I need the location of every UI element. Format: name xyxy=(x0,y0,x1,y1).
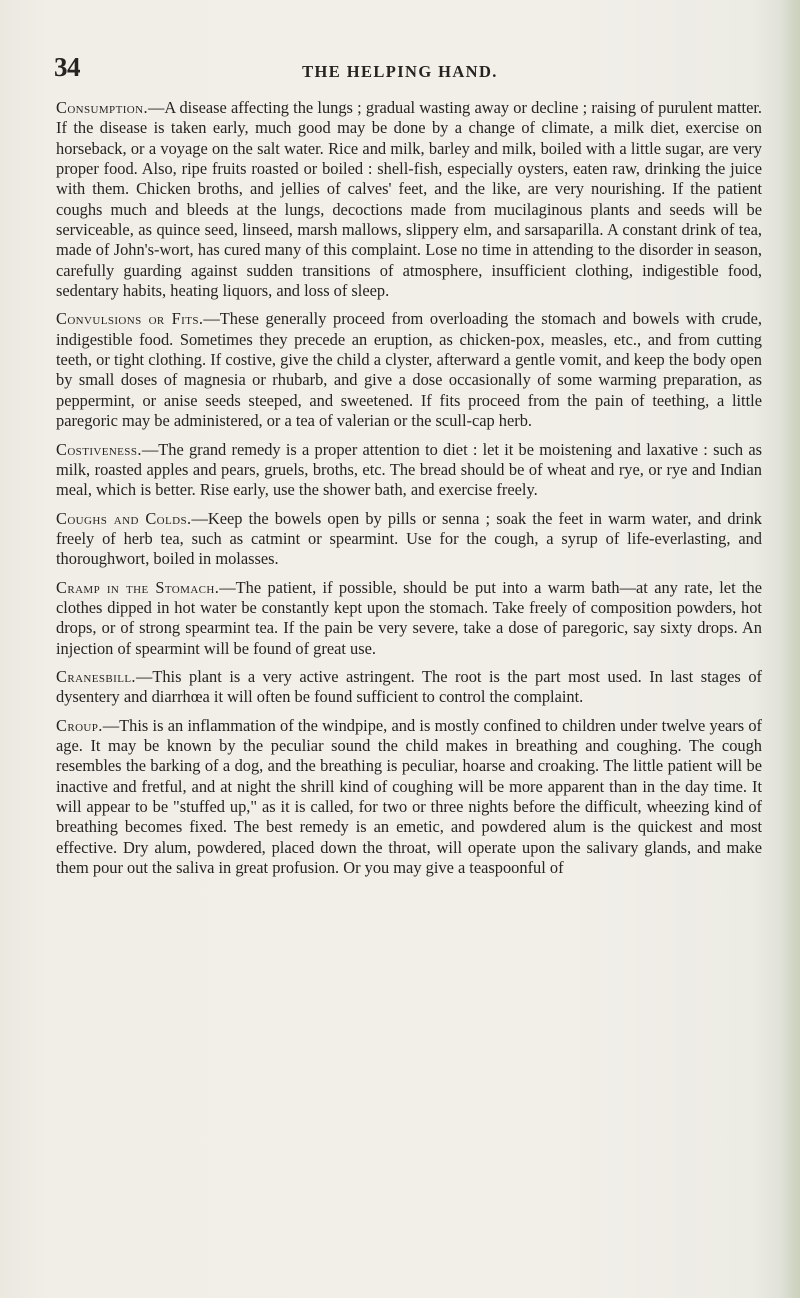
entry-body: —This plant is a very active astringent. The root is the part most used. In last stages of dysentery and diarrhœa it will often be found sufficient to control the complaint. xyxy=(56,666,762,707)
entry-heading: Convulsions or Fits. xyxy=(56,309,204,329)
entry-heading: Coughs and Colds. xyxy=(56,508,192,528)
entry-body: —A disease affecting the lungs ; gradual wasting away or decline ; raising of purulent matter. If the disease is taken early, much good may be done by a change of climate, a milk diet, exercise on horseback, or a voyage on the salt water. Rice and milk, barley and milk, boiled with a little sugar, are very proper food. Also, ripe fruits roasted or boiled : shell-fish, especially oysters, eaten raw, drinking the juice with them. Chicken broths, and jellies of calves' feet, and the like, are very nourishing. If the patient coughs much and bleeds at the lungs, decoctions made from mucilaginous plants and seeds will be serviceable, as quince seed, linseed, marsh mallows, slippery elm, and sarsaparilla. A constant drink of tea, made of John's-wort, has cured many of this complaint. Lose no time in attending to the disorder in season, carefully guarding against sudden transitions of atmosphere, insufficient clothing, indigestible food, sedentary habits, heating liquors, and loss of sleep. xyxy=(56,98,762,301)
entry-heading: Consumption. xyxy=(56,98,148,117)
entry-cramp-stomach xyxy=(56,578,762,659)
entry-coughs-colds xyxy=(56,509,762,570)
entry-body: —The grand remedy is a proper attention to diet : let it be moistening and laxative : such as milk, roasted apples and pears, gruels, broths, etc. The bread should be of wheat and rye, or rye and Indian meal, which is better. Rise early, use the shower bath, and exercise freely. xyxy=(56,439,762,500)
entry-croup xyxy=(56,716,762,879)
body-text xyxy=(56,98,762,886)
entry-heading: Costiveness. xyxy=(56,439,142,459)
entry-body: —These generally proceed from overloading the stomach and bowels with crude, indigestible food. Sometimes they precede an eruption, as chicken-pox, measles, etc., and from cutting teeth, or tight clothing. If costive, give the child a clyster, afterward a gentle vomit, and keep the body open by small doses of magnesia or rhubarb, and give a dose occasionally of some warming preparation, as peppermint, or anise seeds steeped, and sweetened. If fits proceed from the pain of teething, a little paregoric may be administered, or a tea of valerian or the scull-cap herb. xyxy=(56,309,762,431)
entry-consumption xyxy=(56,98,762,301)
entry-heading: Cramp in the Stomach. xyxy=(56,577,220,597)
entry-convulsions xyxy=(56,309,762,431)
page-edge-shadow xyxy=(780,0,800,1298)
entry-cranesbill xyxy=(56,667,762,708)
entry-costiveness xyxy=(56,440,762,501)
page-number: 34 xyxy=(54,52,80,82)
entry-heading: Croup. xyxy=(56,715,103,735)
entry-body: —The patient, if possible, should be put into a warm bath—at any rate, let the clothes dipped in hot water be constantly kept upon the stomach. Take freely of composition powders, hot drops, or of strong spearmint tea. If the pain be very severe, take a dose of paregoric, say sixty drops. An injection of spearmint will be found of great use. xyxy=(56,577,762,658)
entry-body: —Keep the bowels open by pills or senna ; soak the feet in warm water, and drink freely of herb tea, such as catmint or spearmint. Use for the cough, a syrup of life-everlasting, and thoroughwort, boiled in molasses. xyxy=(56,508,762,569)
running-head: THE HELPING HAND. xyxy=(302,62,498,81)
entry-body: —This is an inflammation of the windpipe, and is mostly confined to children under twelve years of age. It may be known by the peculiar sound the child makes in breathing and coughing. The cough resembles the barking of a dog, and the breathing is peculiar, hoarse and croaking. The little patient will be inactive and fretful, and at night the shrill kind of coughing will be more apparent than in the day time. It will appear to be "stuffed up," as it is called, for two or three nights before the difficult, wheezing kind of breathing becomes fixed. The best remedy is an emetic, and powdered alum is the quickest and most effective. Dry alum, powdered, placed down the throat, will operate upon the salivary glands, and make them pour out the saliva in great profusion. Or you may give a teaspoonful of xyxy=(56,715,762,878)
entry-heading: Cranesbill. xyxy=(56,666,136,686)
